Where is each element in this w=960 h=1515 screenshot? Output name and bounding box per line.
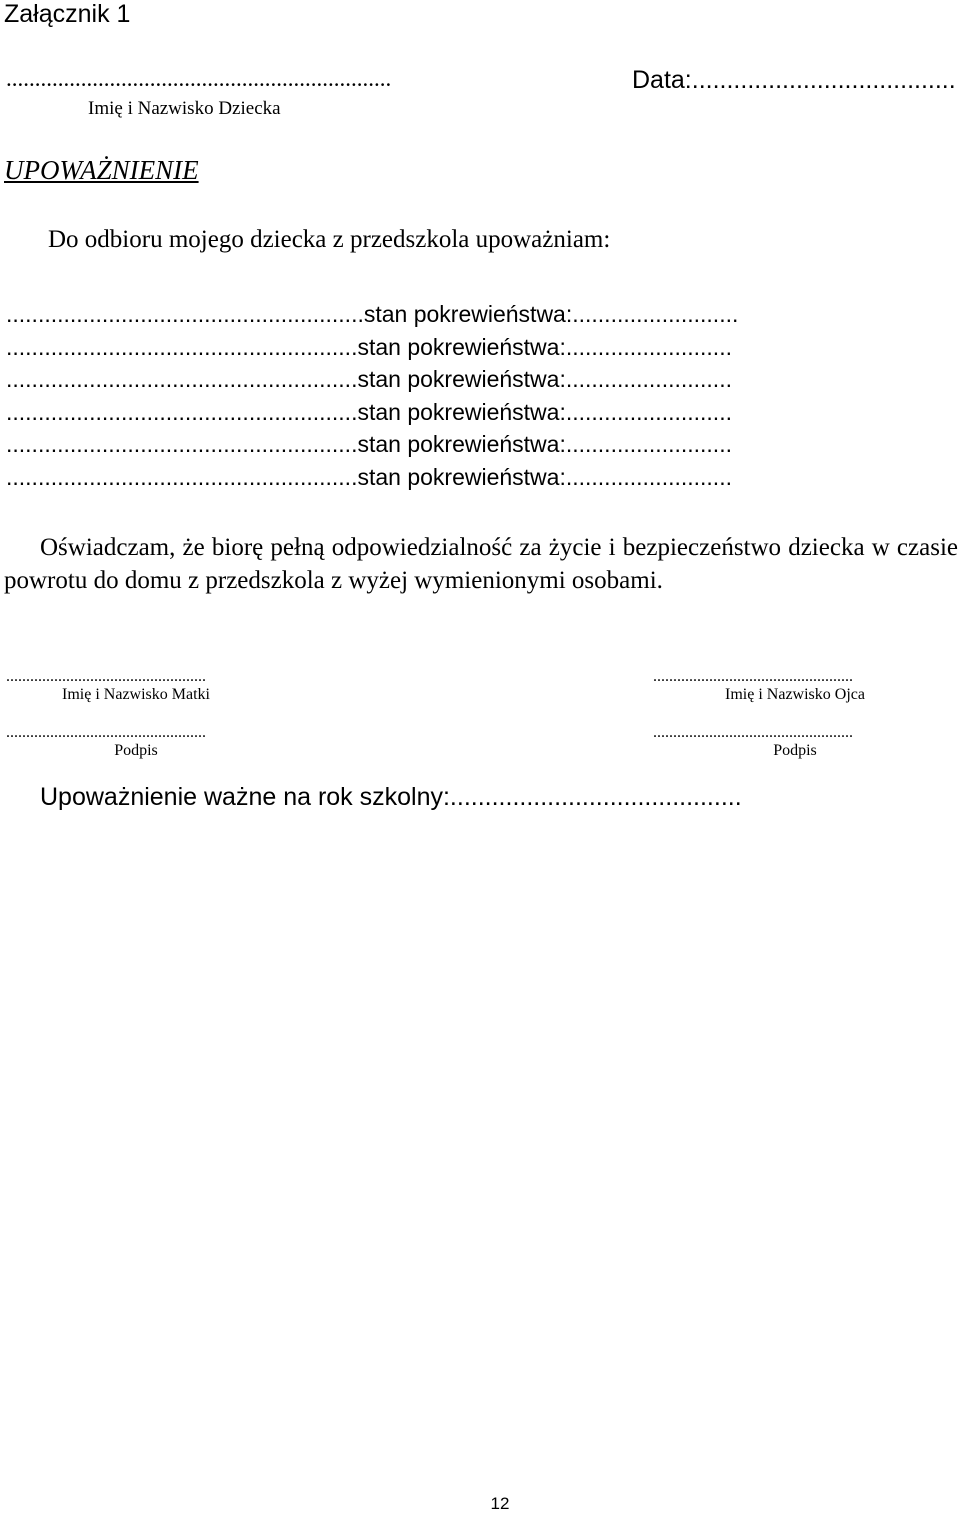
document-heading: UPOWAŻNIENIE [4, 155, 199, 185]
child-name-caption: Imię i Nazwisko Dziecka [88, 98, 281, 119]
mother-signature-field: .................................................. [6, 724, 206, 741]
mother-signature-caption: Podpis [114, 742, 158, 759]
validity-line: Upoważnienie ważne na rok szkolny:.......................................... [40, 783, 742, 811]
father-name-field: .................................................. [653, 668, 853, 685]
mother-name-field: .................................................. [6, 668, 206, 685]
father-name-caption: Imię i Nazwisko Ojca [725, 686, 865, 703]
date-field: Data:...................................... [632, 66, 956, 94]
annex-title: Załącznik 1 [4, 0, 131, 28]
authorized-person-line: .......................................................stan pokrewieństwa:.......................... [6, 366, 732, 392]
authorized-person-line: .......................................................stan pokrewieństwa:.......................... [6, 431, 732, 457]
authorized-person-line: .......................................................stan pokrewieństwa:.......................... [6, 463, 732, 490]
father-signature-caption: Podpis [773, 742, 817, 759]
statement-text: Oświadczam, że biorę pełną odpowiedzialność za życie i bezpieczeństwo dziecka w czasie powrotu do domu z przedszkola z wyżej wymienionymi osobami. [4, 534, 958, 594]
mother-name-caption: Imię i Nazwisko Matki [62, 686, 210, 703]
authorized-person-line: .......................................................stan pokrewieństwa:.......................... [6, 398, 732, 425]
authorized-person-line: ........................................................stan pokrewieństwa:.......................... [6, 301, 739, 327]
father-signature-field: .................................................. [653, 724, 853, 741]
intro-line: Do odbioru mojego dziecka z przedszkola upoważniam: [48, 226, 611, 253]
child-name-field: ................................................................... [6, 66, 392, 91]
page-number: 12 [490, 1494, 510, 1513]
authorized-person-line: .......................................................stan pokrewieństwa:.......................... [6, 333, 732, 360]
authorized-persons-list [6, 298, 738, 493]
responsibility-statement [4, 531, 958, 597]
